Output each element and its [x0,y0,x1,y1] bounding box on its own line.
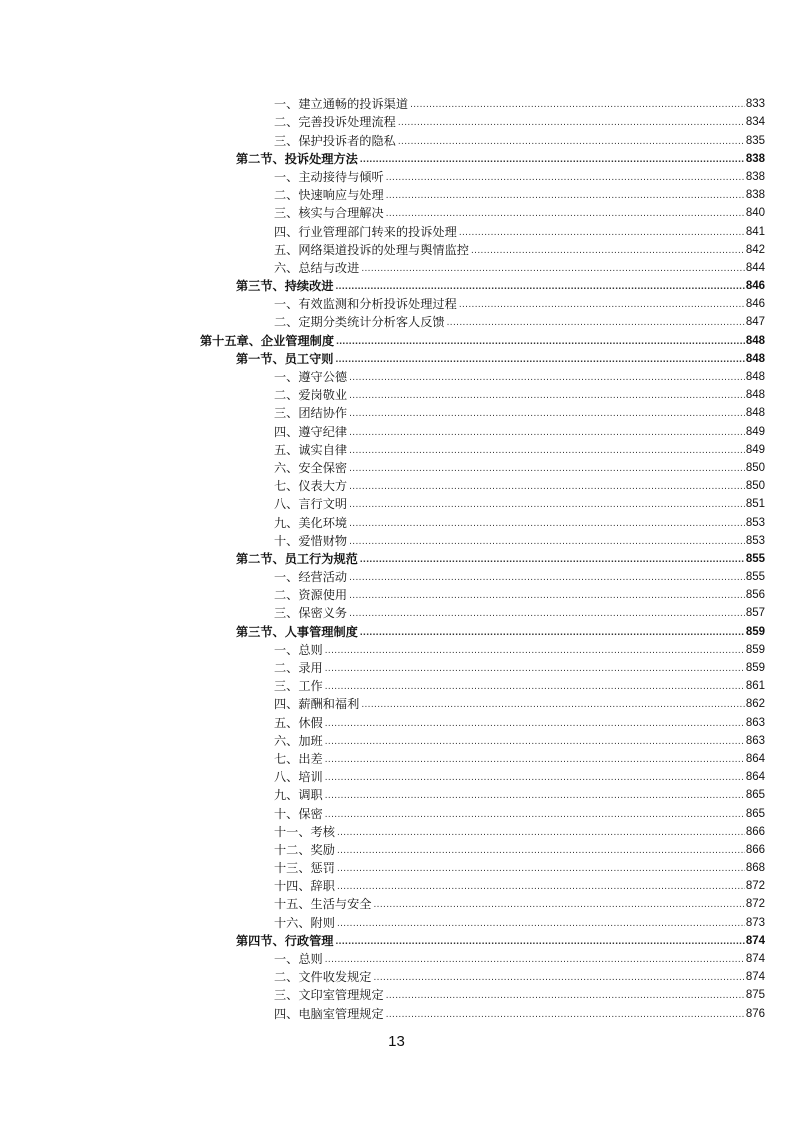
toc-entry-page: 855 [745,571,765,584]
toc-dot-leader [349,407,745,421]
toc-entry-title: 三、保密义务 [274,606,348,621]
toc-entry[interactable] [0,112,765,130]
toc-dot-leader [374,898,745,912]
toc-entry[interactable] [0,876,765,894]
toc-entry-page: 864 [745,771,765,784]
toc-dot-leader [337,862,745,876]
toc-entry-title: 一、建立通畅的投诉渠道 [274,97,409,112]
toc-entry-title: 八、培训 [274,770,323,785]
table-of-contents [0,94,793,1022]
toc-entry-page: 863 [745,734,765,747]
toc-entry-page: 838 [745,152,765,165]
toc-entry-title: 六、加班 [274,733,323,748]
toc-dot-leader [349,589,745,603]
toc-entry[interactable] [0,621,765,639]
toc-entry-title: 五、诚实自律 [274,442,348,457]
toc-entry-page: 848 [745,389,765,402]
toc-dot-leader [325,789,745,803]
toc-entry-title: 二、资源使用 [274,588,348,603]
toc-entry[interactable] [0,731,765,749]
toc-entry-title: 第二节、员工行为规范 [236,551,358,566]
toc-entry[interactable] [0,785,765,803]
toc-entry-page: 866 [745,825,765,838]
toc-entry-page: 848 [745,334,765,347]
toc-dot-leader [337,826,745,840]
toc-entry[interactable] [0,240,765,258]
toc-dot-leader [349,480,745,494]
toc-entry-title: 九、调职 [274,788,323,803]
toc-dot-leader [349,389,745,403]
toc-dot-leader [349,517,745,531]
toc-dot-leader [336,353,745,367]
toc-dot-leader [325,680,745,694]
toc-entry[interactable] [0,94,765,112]
toc-entry-page: 849 [745,425,765,438]
toc-entry[interactable] [0,658,765,676]
toc-entry[interactable] [0,585,765,603]
toc-dot-leader [360,553,745,567]
toc-entry[interactable] [0,421,765,439]
toc-entry[interactable] [0,840,765,858]
toc-entry-page: 875 [745,989,765,1002]
toc-entry-page: 864 [745,752,765,765]
toc-entry-title: 二、快速响应与处理 [274,188,384,203]
toc-entry-page: 861 [745,680,765,693]
toc-entry[interactable] [0,749,765,767]
toc-entry-title: 十、爱惜财物 [274,533,348,548]
toc-entry[interactable] [0,185,765,203]
toc-entry[interactable] [0,312,765,330]
toc-entry-title: 十一、考核 [274,824,335,839]
toc-entry-page: 865 [745,807,765,820]
toc-entry-title: 第四节、行政管理 [236,933,334,948]
toc-dot-leader [386,207,745,221]
toc-entry-page: 872 [745,898,765,911]
toc-entry-title: 七、出差 [274,751,323,766]
toc-dot-leader [349,444,745,458]
toc-entry-page: 874 [745,971,765,984]
toc-entry[interactable] [0,494,765,512]
toc-entry[interactable] [0,694,765,712]
toc-dot-leader [337,917,745,931]
toc-entry-title: 六、安全保密 [274,460,348,475]
toc-dot-leader [325,753,745,767]
toc-entry[interactable] [0,767,765,785]
toc-entry[interactable] [0,458,765,476]
toc-dot-leader [349,371,745,385]
toc-entry[interactable] [0,276,765,294]
page-number: 13 [388,1033,405,1050]
toc-entry-page: 859 [745,625,765,638]
toc-entry-title: 第三节、持续改进 [236,279,334,294]
toc-dot-leader [325,717,745,731]
toc-dot-leader [337,880,745,894]
toc-dot-leader [360,153,745,167]
toc-entry-page: 834 [745,116,765,129]
toc-entry-title: 一、主动接待与倾听 [274,169,384,184]
toc-entry[interactable] [0,803,765,821]
toc-entry[interactable] [0,258,765,276]
toc-entry-title: 一、总则 [274,642,323,657]
toc-entry-page: 857 [745,607,765,620]
toc-dot-leader [361,698,745,712]
toc-entry[interactable] [0,858,765,876]
toc-dot-leader [336,335,745,349]
toc-dot-leader [325,953,745,967]
toc-entry[interactable] [0,476,765,494]
toc-entry-title: 三、文印室管理规定 [274,988,384,1003]
toc-entry-title: 二、完善投诉处理流程 [274,115,396,130]
toc-entry-title: 十三、惩罚 [274,861,335,876]
toc-entry-title: 十六、附则 [274,915,335,930]
toc-entry-page: 838 [745,170,765,183]
toc-entry[interactable] [0,385,765,403]
toc-entry[interactable] [0,931,765,949]
toc-entry[interactable] [0,512,765,530]
toc-entry-page: 833 [745,98,765,111]
toc-dot-leader [325,808,745,822]
toc-entry-page: 853 [745,534,765,547]
toc-entry-page: 850 [745,461,765,474]
toc-dot-leader [336,280,745,294]
toc-dot-leader [386,1008,745,1022]
toc-entry-title: 四、电脑室管理规定 [274,1006,384,1021]
toc-entry[interactable] [0,367,765,385]
toc-entry[interactable] [0,531,765,549]
toc-entry-title: 一、遵守公德 [274,370,348,384]
toc-entry-page: 872 [745,880,765,893]
toc-entry-page: 844 [745,261,765,274]
toc-entry-page: 868 [745,862,765,875]
toc-entry[interactable] [0,603,765,621]
toc-entry-page: 851 [745,498,765,511]
toc-entry-title: 七、仪表大方 [274,479,348,494]
toc-entry-title: 五、休假 [274,715,323,730]
toc-entry-title: 四、遵守纪律 [274,424,348,439]
toc-dot-leader [386,189,745,203]
toc-entry[interactable] [0,167,765,185]
toc-dot-leader [349,462,745,476]
toc-dot-leader [361,262,745,276]
toc-entry-page: 862 [745,698,765,711]
toc-entry-title: 四、薪酬和福利 [274,697,360,712]
toc-entry-page: 848 [745,371,765,383]
toc-entry-title: 三、核实与合理解决 [274,206,384,221]
toc-entry-page: 873 [745,916,765,929]
toc-entry-page: 835 [745,134,765,147]
toc-entry-title: 十五、生活与安全 [274,897,372,912]
toc-dot-leader [349,571,745,585]
toc-entry-title: 二、爱岗敬业 [274,388,348,403]
toc-entry[interactable] [0,1003,765,1021]
toc-entry-title: 六、总结与改进 [274,260,360,275]
toc-entry-page: 850 [745,480,765,493]
toc-dot-leader [410,98,745,112]
toc-entry[interactable] [0,640,765,658]
toc-dot-leader [374,971,745,985]
toc-entry[interactable] [0,894,765,912]
toc-dot-leader [398,135,745,149]
toc-entry[interactable] [0,203,765,221]
toc-entry[interactable] [0,912,765,930]
toc-entry-page: 856 [745,589,765,602]
toc-entry-page: 841 [745,225,765,238]
toc-entry-title: 九、美化环境 [274,515,348,530]
toc-dot-leader [325,644,745,658]
toc-entry-title: 第二节、投诉处理方法 [236,151,358,166]
toc-entry-page: 874 [745,934,765,947]
toc-dot-leader [336,935,745,949]
toc-entry[interactable] [0,676,765,694]
toc-entry[interactable] [0,440,765,458]
toc-entry-title: 三、工作 [274,679,323,694]
toc-dot-leader [386,171,745,185]
toc-dot-leader [349,426,745,440]
toc-entry-page: 846 [745,298,765,311]
toc-entry-page: 863 [745,716,765,729]
toc-entry-title: 三、保护投诉者的隐私 [274,133,396,148]
toc-entry-page: 849 [745,443,765,456]
toc-entry-title: 二、定期分类统计分析客人反馈 [274,315,445,330]
toc-entry-page: 859 [745,662,765,674]
toc-dot-leader [398,116,745,130]
toc-entry-page: 848 [745,352,765,365]
toc-entry-title: 十、保密 [274,806,323,821]
toc-entry[interactable] [0,567,765,585]
toc-entry[interactable] [0,294,765,312]
toc-entry-page: 846 [745,280,765,293]
toc-dot-leader [337,844,745,858]
toc-dot-leader [325,735,745,749]
toc-dot-leader [459,298,745,312]
toc-entry-title: 十四、辞职 [274,879,335,894]
toc-entry-title: 五、网络渠道投诉的处理与舆情监控 [274,242,469,257]
toc-entry[interactable] [0,349,765,367]
toc-entry[interactable] [0,949,765,967]
toc-entry-title: 第十五章、企业管理制度 [200,333,335,348]
toc-entry-page: 865 [745,789,765,802]
toc-entry[interactable] [0,149,765,167]
toc-entry-title: 一、有效监测和分析投诉处理过程 [274,297,457,312]
toc-entry-title: 一、经营活动 [274,570,348,585]
toc-entry[interactable] [0,822,765,840]
toc-entry-page: 866 [745,843,765,856]
toc-entry[interactable] [0,985,765,1003]
toc-entry-title: 三、团结协作 [274,406,348,421]
toc-dot-leader [349,607,745,621]
toc-entry-title: 四、行业管理部门转来的投诉处理 [274,224,457,239]
toc-entry-title: 二、文件收发规定 [274,970,372,985]
toc-entry-page: 842 [745,243,765,256]
toc-entry-page: 859 [745,643,765,656]
toc-entry-title: 十二、奖励 [274,842,335,857]
toc-entry[interactable] [0,712,765,730]
toc-entry[interactable] [0,549,765,567]
toc-entry[interactable] [0,130,765,148]
toc-entry-page: 853 [745,516,765,529]
toc-dot-leader [325,662,745,676]
toc-dot-leader [349,535,745,549]
toc-dot-leader [325,771,745,785]
toc-entry-page: 876 [745,1007,765,1020]
toc-entry-page: 840 [745,207,765,220]
toc-entry-page: 848 [745,407,765,420]
toc-entry-title: 二、录用 [274,661,323,675]
toc-entry-page: 855 [745,552,765,565]
toc-entry-page: 847 [745,316,765,329]
toc-entry[interactable] [0,221,765,239]
toc-dot-leader [386,989,745,1003]
toc-entry-page: 874 [745,953,765,965]
toc-entry[interactable] [0,967,765,985]
toc-dot-leader [447,316,745,330]
toc-entry-title: 第三节、人事管理制度 [236,624,358,639]
toc-entry-title: 八、言行文明 [274,497,348,512]
toc-entry[interactable] [0,403,765,421]
toc-entry-title: 一、总则 [274,952,323,966]
toc-entry[interactable] [0,330,765,348]
toc-dot-leader [459,226,745,240]
toc-dot-leader [360,626,745,640]
toc-entry-title: 第一节、员工守则 [236,351,334,366]
toc-dot-leader [349,498,745,512]
toc-dot-leader [471,244,745,258]
toc-entry-page: 838 [745,189,765,202]
